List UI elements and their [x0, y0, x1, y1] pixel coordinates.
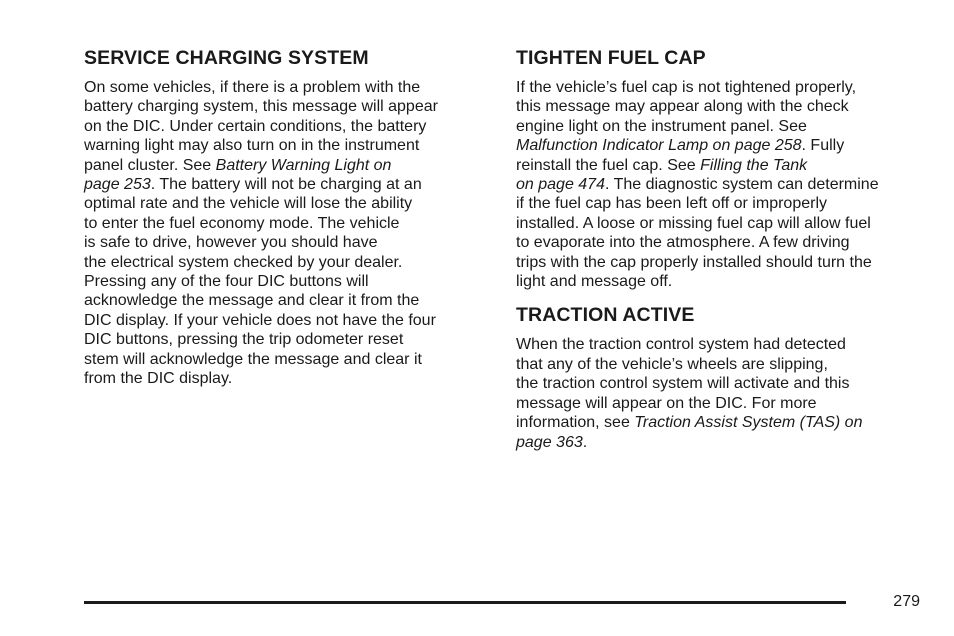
body-text: if the fuel cap has been left off or improperly	[516, 195, 827, 213]
cross-reference-text: Traction Assist System (TAS) on	[634, 414, 863, 432]
section-traction-active	[516, 303, 920, 451]
body-text: light and message off.	[516, 273, 673, 291]
body-text: Pressing any of the four DIC buttons will	[84, 273, 369, 291]
body-text: DIC display. If your vehicle does not have the four	[84, 311, 436, 329]
body-text: information, see	[516, 414, 635, 432]
body-text: this message may appear along with the check	[516, 98, 849, 116]
page-number: 279	[893, 593, 920, 610]
right-column	[516, 46, 920, 452]
body-text: trips with the cap properly installed should turn the	[516, 253, 872, 271]
body-text: . The battery will not be charging at an	[150, 176, 422, 194]
body-text: If the vehicle’s fuel cap is not tightened properly,	[516, 79, 857, 96]
section-body	[516, 335, 920, 451]
section-service-charging-system	[84, 46, 484, 389]
body-text: On some vehicles, if there is a problem with the	[84, 79, 421, 96]
section-tighten-fuel-cap	[516, 46, 920, 291]
body-text: the electrical system checked by your dealer.	[84, 253, 403, 271]
section-heading: SERVICE CHARGING SYSTEM	[84, 47, 369, 69]
cross-reference-text: page 363	[516, 433, 583, 451]
body-text: that any of the vehicle’s wheels are slipping,	[516, 355, 828, 373]
body-text: . The diagnostic system can determine	[604, 176, 879, 194]
left-column	[84, 46, 484, 389]
body-text: is safe to drive, however you should have	[84, 234, 378, 252]
section-body	[84, 78, 484, 389]
cross-reference-text: page 253	[84, 176, 151, 194]
body-text: DIC buttons, pressing the trip odometer reset	[84, 331, 404, 349]
body-text: from the DIC display.	[84, 370, 233, 388]
footer-rule	[84, 601, 846, 604]
body-text: battery charging system, this message will appear	[84, 98, 438, 116]
body-text: message will appear on the DIC. For more	[516, 394, 817, 412]
body-text: reinstall the fuel cap. See	[516, 156, 701, 174]
section-heading: TIGHTEN FUEL CAP	[516, 47, 706, 69]
body-text: installed. A loose or missing fuel cap will allow fuel	[516, 214, 871, 232]
cross-reference-text: Filling the Tank	[700, 156, 808, 174]
body-text: When the traction control system had detected	[516, 336, 846, 354]
body-text: the traction control system will activate and this	[516, 375, 850, 393]
section-heading: TRACTION ACTIVE	[516, 304, 695, 327]
cross-reference-text: Malfunction Indicator Lamp on page 258	[516, 137, 802, 155]
body-text: to enter the fuel economy mode. The vehicle	[84, 214, 400, 232]
body-text: . Fully	[801, 137, 845, 155]
body-text: on the DIC. Under certain conditions, the battery	[84, 117, 427, 135]
cross-reference-text: Battery Warning Light on	[215, 156, 392, 174]
body-text: warning light may also turn on in the instrument	[84, 137, 420, 155]
section-body	[516, 78, 920, 291]
body-text: acknowledge the message and clear it from the	[84, 292, 420, 310]
body-text: .	[582, 433, 588, 451]
body-text: engine light on the instrument panel. See	[516, 117, 807, 135]
body-text: stem will acknowledge the message and clear it	[84, 350, 422, 368]
body-text: optimal rate and the vehicle will lose the ability	[84, 195, 413, 213]
body-text: to evaporate into the atmosphere. A few driving	[516, 234, 850, 252]
cross-reference-text: on page 474	[516, 176, 605, 194]
body-text: panel cluster. See	[84, 156, 216, 174]
